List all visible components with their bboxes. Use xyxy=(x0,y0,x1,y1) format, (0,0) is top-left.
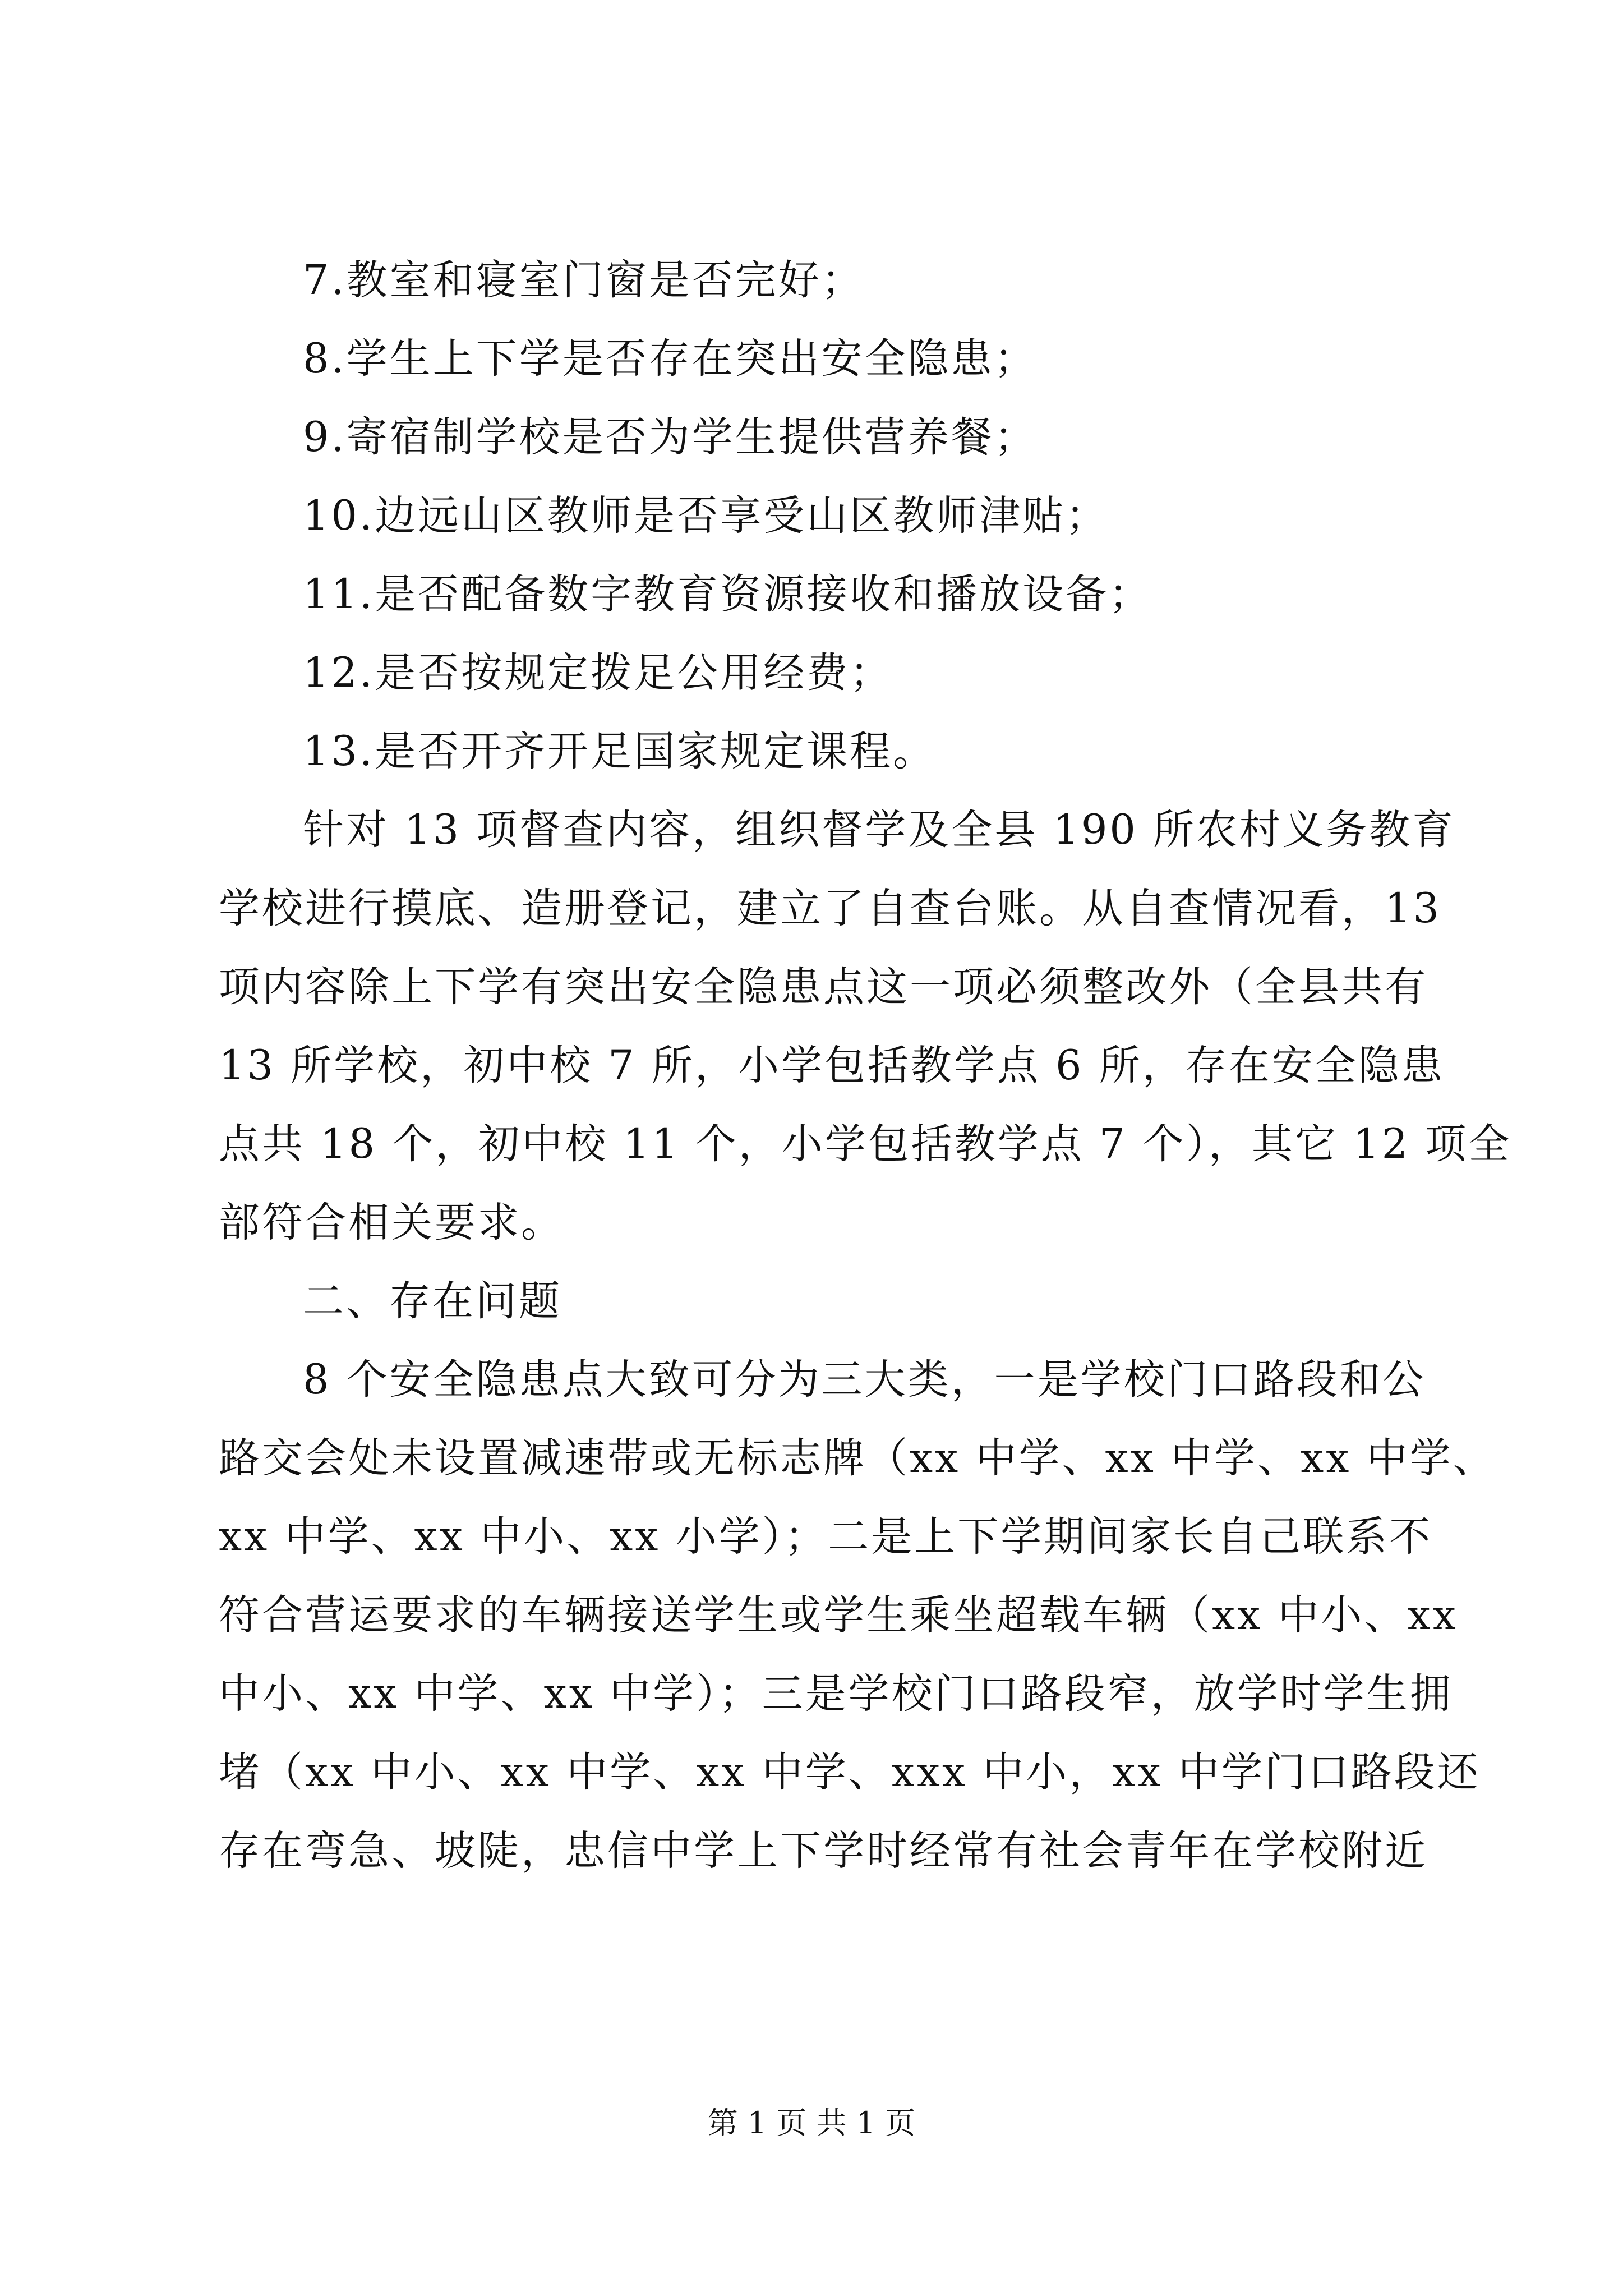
paragraph-line: 针对 13 项督查内容，组织督学及全县 190 所农村义务教育 xyxy=(303,806,1456,854)
list-item-13: 13.是否开齐开足国家规定课程。 xyxy=(303,728,937,775)
list-item-7: 7.教室和寝室门窗是否完好； xyxy=(303,256,865,304)
list-item-9: 9.寄宿制学校是否为学生提供营养餐； xyxy=(303,413,1038,461)
list-item-11: 11.是否配备数字教育资源接收和播放设备； xyxy=(303,570,1152,618)
list-item-8: 8.学生上下学是否存在突出安全隐患； xyxy=(303,335,1038,383)
paragraph-line: 部符合相关要求。 xyxy=(219,1199,564,1246)
document-body xyxy=(219,241,1512,1890)
paragraph-line: 8 个安全隐患点大致可分为三大类，一是学校门口路段和公 xyxy=(303,1356,1426,1404)
paragraph-line: xx 中学、xx 中小、xx 小学）；二是上下学期间家长自己联系不 xyxy=(219,1513,1433,1561)
paragraph-line: 学校进行摸底、造册登记，建立了自查台账。从自查情况看，13 xyxy=(219,885,1441,932)
paragraph-line: 13 所学校，初中校 7 所，小学包括教学点 6 所，存在安全隐患 xyxy=(219,1042,1445,1089)
list-item-10: 10.边远山区教师是否享受山区教师津贴； xyxy=(303,492,1109,540)
paragraph-line: 路交会处未设置减速带或无标志牌（xx 中学、xx 中学、xx 中学、 xyxy=(219,1434,1496,1482)
list-item-12: 12.是否按规定拨足公用经费； xyxy=(303,649,893,697)
paragraph-line: 中小、xx 中学、xx 中学）；三是学校门口路段窄，放学时学生拥 xyxy=(219,1670,1453,1718)
paragraph-line: 存在弯急、坡陡，忠信中学上下学时经常有社会青年在学校附近 xyxy=(219,1827,1428,1875)
paragraph-line: 符合营运要求的车辆接送学生或学生乘坐超载车辆（xx 中小、xx xyxy=(219,1591,1458,1639)
page-footer: 第 1 页 共 1 页 xyxy=(707,2105,916,2141)
paragraph-line: 项内容除上下学有突出安全隐患点这一项必须整改外（全县共有 xyxy=(219,963,1428,1011)
section-heading: 二、存在问题 xyxy=(303,1277,562,1325)
paragraph-line: 堵（xx 中小、xx 中学、xx 中学、xxx 中小，xx 中学门口路段还 xyxy=(219,1749,1481,1796)
paragraph-line: 点共 18 个，初中校 11 个，小学包括教学点 7 个），其它 12 项全 xyxy=(219,1120,1512,1168)
